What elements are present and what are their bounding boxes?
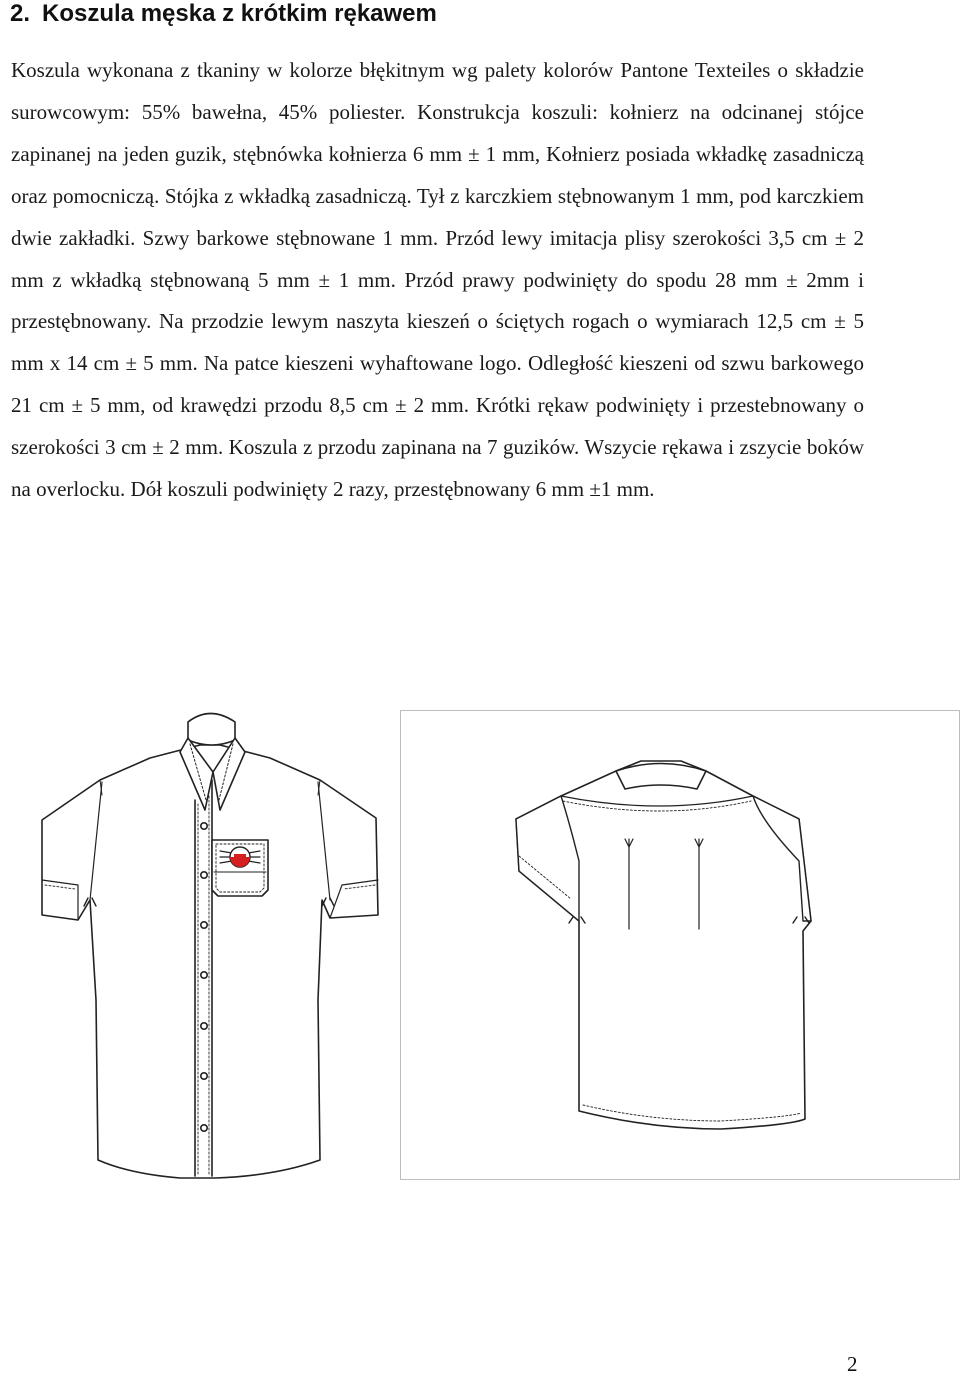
back-collar xyxy=(616,764,706,790)
collar-stand xyxy=(188,714,235,746)
shirt-back-icon xyxy=(401,711,959,1179)
shirt-front-figure xyxy=(30,700,390,1185)
section-number: 2. xyxy=(10,0,31,27)
shirt-description: Koszula wykonana z tkaniny w kolorze błękitnym wg palety kolorów Pantone Texteiles o składzie surowcowym: 55% bawełna, 45% poliester. Konstrukcja koszuli: kołnierz na odcinanej stójce zapinanej na jeden guzik, stębnówka kołnierza 6 mm ± 1 mm, Kołnierz posiada wkładkę zasadniczą oraz pomocniczą. Stójka z wkładką zasadniczą. Tył z karczkiem stębnowanym 1 mm, pod karczkiem dwie zakładki. Szwy barkowe stębnowane 1 mm. Przód lewy imitacja plisy szerokości 3,5 cm ± 2 mm z wkładką stębnowaną 5 mm ± 1 mm. Przód prawy podwinięty do spodu 28 mm ± 2mm i przestębnowany. Na przodzie lewym naszyta kieszeń o ściętych rogach o wymiarach 12,5 cm ± 5 mm x 14 cm ± 5 mm. Na patce kieszeni wyhaftowane logo. Odległość kieszeni od szwu barkowego 21 cm ± 5 mm, od krawędzi przodu 8,5 cm ± 2 mm. Krótki rękaw podwinięty i przestebnowany o szerokości 3 cm ± 2 mm. Koszula z przodu zapinana na 7 guzików. Wszycie rękawa i zszycie boków na overlocku. Dół koszuli podwinięty 2 razy, przestębnowany 6 mm ±1 mm. xyxy=(11,58,864,502)
shirt-back-frame xyxy=(400,710,960,1180)
section-heading xyxy=(10,0,437,28)
section-title: Koszula męska z krótkim rękawem xyxy=(42,0,437,27)
page-number: 2 xyxy=(847,1352,858,1376)
front-body-outline xyxy=(42,745,378,1178)
shirt-front-icon xyxy=(30,700,390,1180)
